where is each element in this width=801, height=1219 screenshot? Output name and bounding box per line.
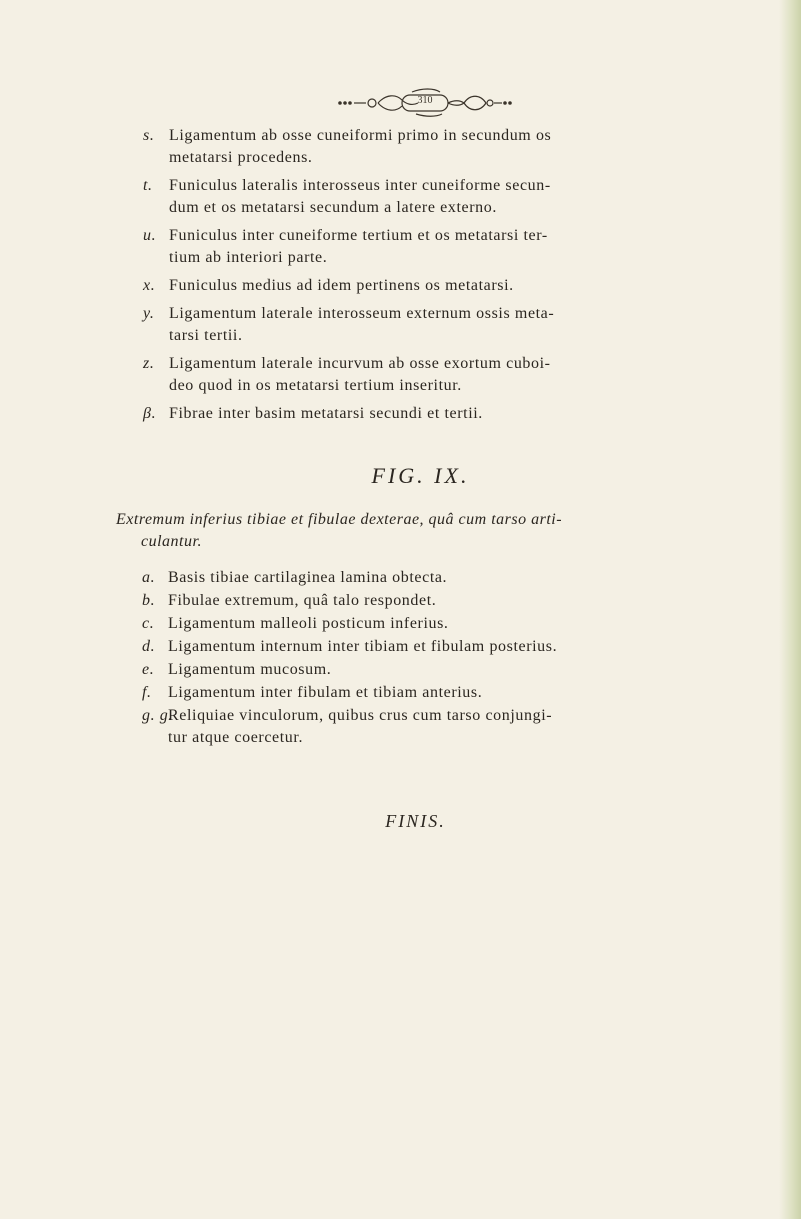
legend-item [142,659,743,681]
legend-item-letter: u. [143,227,157,244]
legend-item [143,303,744,347]
legend-item-letter: e. [142,661,155,678]
legend-item-text: Basis tibiae cartilaginea lamina obtecta. [168,569,448,586]
legend-item-text: tarsi tertii. [169,327,243,344]
legend-item-letter: d. [142,638,156,655]
finis-label: FINIS. [385,811,446,831]
legend-item [143,225,744,269]
legend-item-text: Ligamentum ab osse cuneiformi primo in secundum os [169,127,552,144]
legend-list-fig-8 [0,125,801,425]
legend-item-text: Ligamentum internum inter tibiam et fibulam posterius. [168,638,558,655]
legend-item [143,275,744,297]
legend-item [142,636,743,658]
figure-title: FIG. IX. [371,463,470,488]
figure-caption-line2: culantur. [141,533,202,550]
legend-item [143,403,744,425]
legend-item-text: Fibrae inter basim metatarsi secundi et tertii. [169,405,483,422]
legend-item-letter: a. [142,569,156,586]
legend-item-text: Fibulae extremum, quâ talo respondet. [168,592,437,609]
legend-item-letter: y. [143,305,155,322]
legend-item [142,613,743,635]
legend-item-text: Ligamentum malleoli posticum inferius. [168,615,449,632]
legend-list-fig-9 [0,567,801,749]
legend-item-text: Ligamentum laterale interosseum externum ossis meta- [169,305,555,322]
legend-item-text: Ligamentum laterale incurvum ab osse exortum cuboi- [169,355,551,372]
legend-item [142,705,743,749]
legend-item [142,590,743,612]
legend-item-letter: f. [142,684,152,701]
legend-item [142,682,743,704]
legend-item-text: Funiculus inter cuneiforme tertium et os metatarsi ter- [169,227,548,244]
page-number: 310 [417,95,433,106]
legend-item-text: Reliquiae vinculorum, quibus crus cum tarso conjungi- [168,707,553,724]
legend-item-text: tur atque coercetur. [168,729,304,746]
legend-item-letter: s. [143,127,155,144]
legend-item-letter: b. [142,592,156,609]
legend-item [143,175,744,219]
legend-item-text: metatarsi procedens. [169,149,313,166]
page-content [0,125,801,832]
legend-item-text: Ligamentum mucosum. [168,661,332,678]
legend-item-letter: β. [143,405,157,422]
legend-item-letter: c. [142,615,155,632]
legend-item-letter: g. g. [142,707,173,724]
legend-item-text: dum et os metatarsi secundum a latere externo. [169,199,497,216]
figure-caption [116,509,706,553]
legend-item-text: Funiculus medius ad idem pertinens os metatarsi. [169,277,514,294]
legend-item [143,353,744,397]
legend-item-letter: z. [143,355,155,372]
legend-item-text: deo quod in os metatarsi tertium inseritur. [169,377,462,394]
legend-item-text: Ligamentum inter fibulam et tibiam anterius. [168,684,483,701]
legend-item-letter: x. [143,277,156,294]
legend-item [142,567,743,589]
legend-item [143,125,744,169]
legend-item-text: Funiculus lateralis interosseus inter cuneiforme secun- [169,177,551,194]
figure-caption-line1: Extremum inferius tibiae et fibulae dexterae, quâ cum tarso arti- [116,511,563,528]
legend-item-letter: t. [143,177,153,194]
legend-item-text: tium ab interiori parte. [169,249,328,266]
